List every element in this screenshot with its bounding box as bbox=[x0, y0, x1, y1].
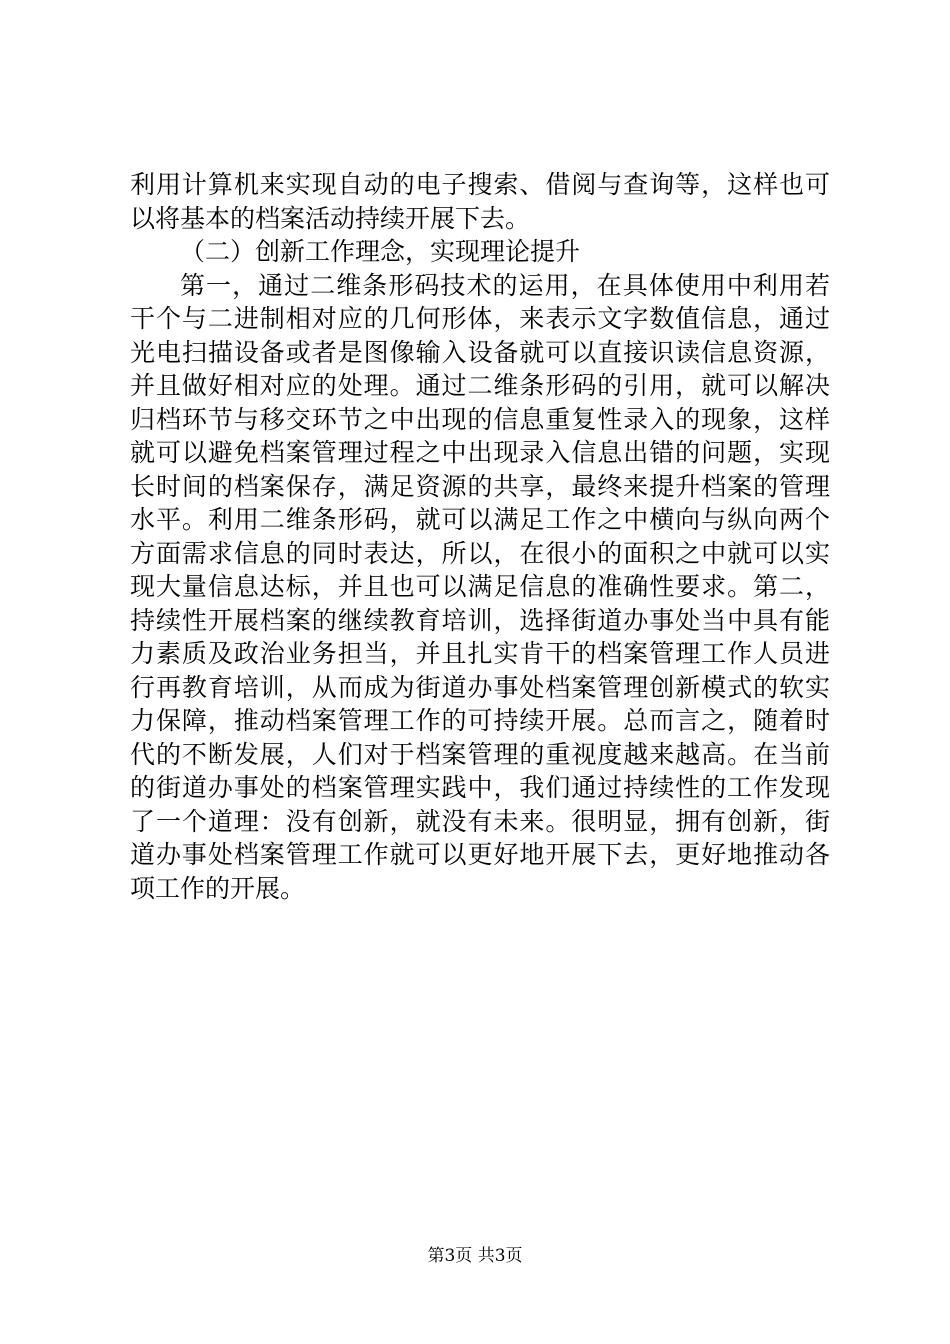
text-line: 以将基本的档案活动持续开展下去。 bbox=[130, 203, 531, 233]
page-number-label: 第3页 共3页 bbox=[427, 1246, 523, 1266]
text-line: 水平。利用二维条形码，就可以满足工作之中横向与纵向两个 bbox=[130, 505, 830, 534]
text-line: 了一个道理：没有创新，就没有未来。很明显，拥有创新，街 bbox=[130, 806, 830, 836]
document-body bbox=[130, 168, 830, 905]
section-heading: （二）创新工作理念，实现理论提升 bbox=[180, 237, 581, 266]
text-line: 项工作的开展。 bbox=[130, 873, 306, 903]
text-line: 并且做好相对应的处理。通过二维条形码的引用，就可以解决 bbox=[130, 371, 830, 400]
text-line: 光电扫描设备或者是图像输入设备就可以直接识读信息资源， bbox=[130, 337, 830, 367]
text-line: 持续性开展档案的继续教育培训，选择街道办事处当中具有能 bbox=[130, 605, 830, 635]
text-line: 就可以避免档案管理过程之中出现录入信息出错的问题，实现 bbox=[130, 438, 830, 467]
text-line: 力素质及政治业务担当，并且扎实肯干的档案管理工作人员进 bbox=[130, 639, 830, 668]
text-line: 力保障，推动档案管理工作的可持续开展。总而言之，随着时 bbox=[130, 706, 830, 735]
text-line: 道办事处档案管理工作就可以更好地开展下去，更好地推动各 bbox=[130, 840, 830, 869]
text-line: 代的不断发展，人们对于档案管理的重视度越来越高。在当前 bbox=[130, 739, 830, 769]
text-line: 方面需求信息的同时表达，所以，在很小的面积之中就可以实 bbox=[130, 538, 830, 568]
text-line: 的街道办事处的档案管理实践中，我们通过持续性的工作发现 bbox=[130, 773, 830, 802]
text-line: 归档环节与移交环节之中出现的信息重复性录入的现象，这样 bbox=[130, 404, 830, 434]
text-line: 第一，通过二维条形码技术的运用，在具体使用中利用若 bbox=[180, 270, 830, 300]
text-line: 利用计算机来实现自动的电子搜索、借阅与查询等，这样也可 bbox=[130, 170, 830, 199]
text-line: 干个与二进制相对应的几何形体，来表示文字数值信息，通过 bbox=[130, 304, 830, 333]
text-line: 行再教育培训，从而成为街道办事处档案管理创新模式的软实 bbox=[130, 672, 830, 702]
text-line: 长时间的档案保存，满足资源的共享，最终来提升档案的管理 bbox=[130, 471, 830, 501]
text-line: 现大量信息达标，并且也可以满足信息的准确性要求。第二， bbox=[130, 572, 830, 601]
page-footer bbox=[0, 1245, 950, 1267]
